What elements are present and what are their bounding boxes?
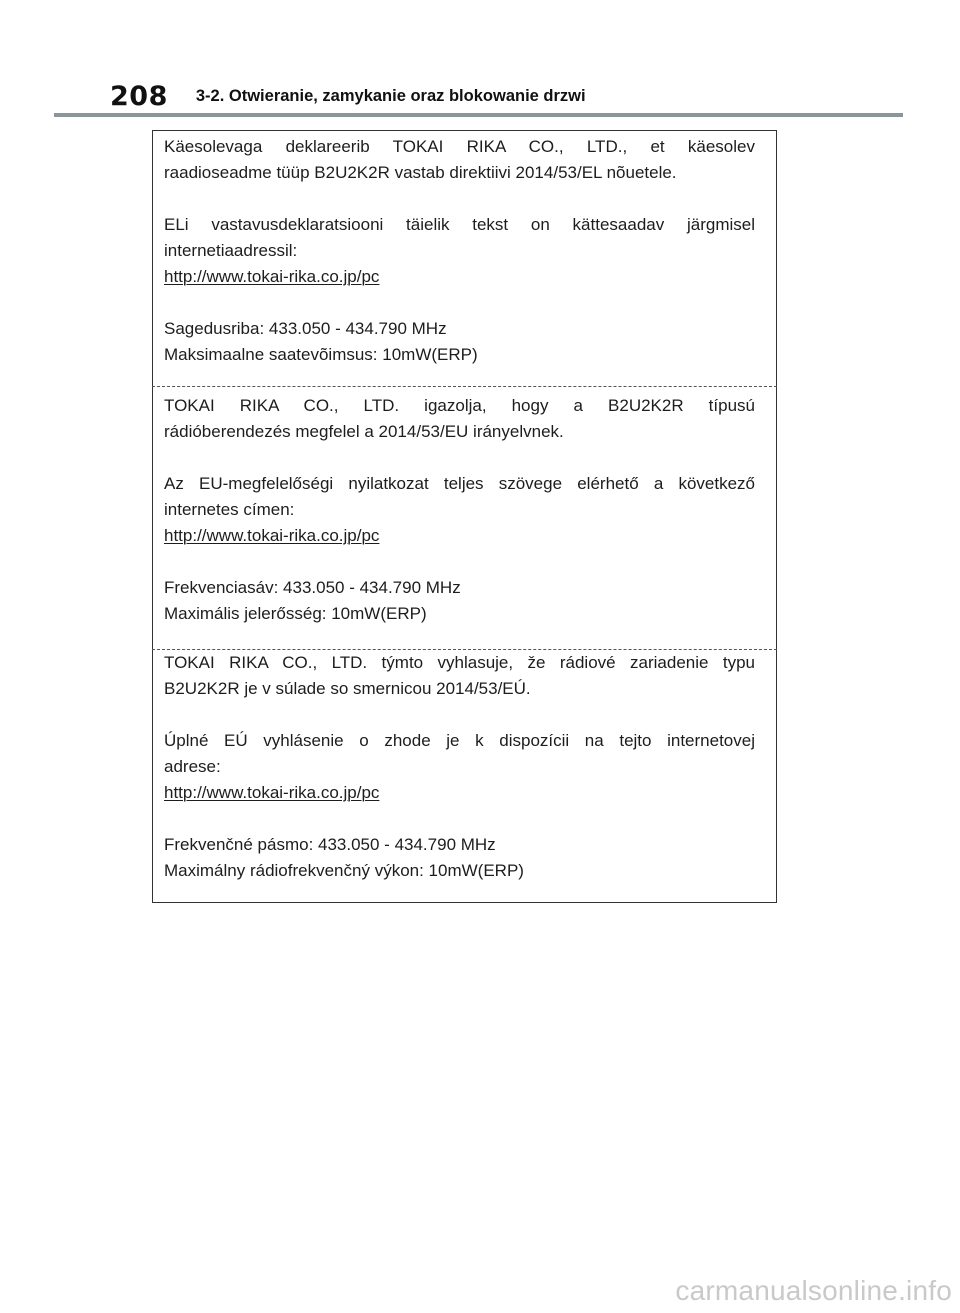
declaration-url-link[interactable]: http://www.tokai-rika.co.jp/pc [164, 526, 380, 545]
frequency-band: Frekvenčné pásmo: 433.050 - 434.790 MHz [164, 835, 496, 854]
declaration-line: TOKAI RIKA CO., LTD. igazolja, hogy a B2U2K2R típusú [164, 396, 755, 415]
declaration-line: Úplné EÚ vyhlásenie o zhode je k dispozícii na tejto internetovej [164, 731, 755, 750]
frequency-band: Frekvenciasáv: 433.050 - 434.790 MHz [164, 578, 461, 597]
declaration-line: ELi vastavusdeklaratsiooni täielik tekst on kättesaadav järgmisel [164, 215, 755, 234]
declaration-line: adrese: [164, 757, 221, 776]
site-watermark: carmanualsonline.info [675, 1275, 952, 1306]
declaration-line: internetes címen: [164, 500, 295, 519]
declaration-hungarian [164, 393, 755, 627]
declaration-line: B2U2K2R je v súlade so smernicou 2014/53/EÚ. [164, 679, 531, 698]
declaration-line: Käesolevaga deklareerib TOKAI RIKA CO., LTD., et käesolev [164, 137, 755, 156]
declaration-line: raadioseadme tüüp B2U2K2R vastab direktiivi 2014/53/EL nõuetele. [164, 163, 677, 182]
max-power: Maximális jelerősség: 10mW(ERP) [164, 604, 427, 623]
declaration-line: rádióberendezés megfelel a 2014/53/EU irányelvnek. [164, 422, 564, 441]
section-divider [152, 386, 777, 387]
declaration-line: Az EU-megfelelőségi nyilatkozat teljes szövege elérhető a következő [164, 474, 755, 493]
declaration-url-link[interactable]: http://www.tokai-rika.co.jp/pc [164, 783, 380, 802]
declaration-slovak [164, 650, 755, 884]
declaration-box [152, 130, 777, 903]
section-title: 3-2. Otwieranie, zamykanie oraz blokowanie drzwi [195, 86, 586, 105]
declaration-line: internetiaadressil: [164, 241, 298, 260]
declaration-line: TOKAI RIKA CO., LTD. týmto vyhlasuje, že rádiové zariadenie typu [164, 653, 755, 672]
max-power: Maksimaalne saatevõimsus: 10mW(ERP) [164, 345, 478, 364]
page-header [110, 78, 586, 114]
page-number: 208 [110, 80, 168, 112]
header-rule [54, 113, 903, 117]
declaration-estonian [164, 134, 755, 368]
declaration-url-link[interactable]: http://www.tokai-rika.co.jp/pc [164, 267, 380, 286]
max-power: Maximálny rádiofrekvenčný výkon: 10mW(ERP) [164, 861, 524, 880]
frequency-band: Sagedusriba: 433.050 - 434.790 MHz [164, 319, 447, 338]
